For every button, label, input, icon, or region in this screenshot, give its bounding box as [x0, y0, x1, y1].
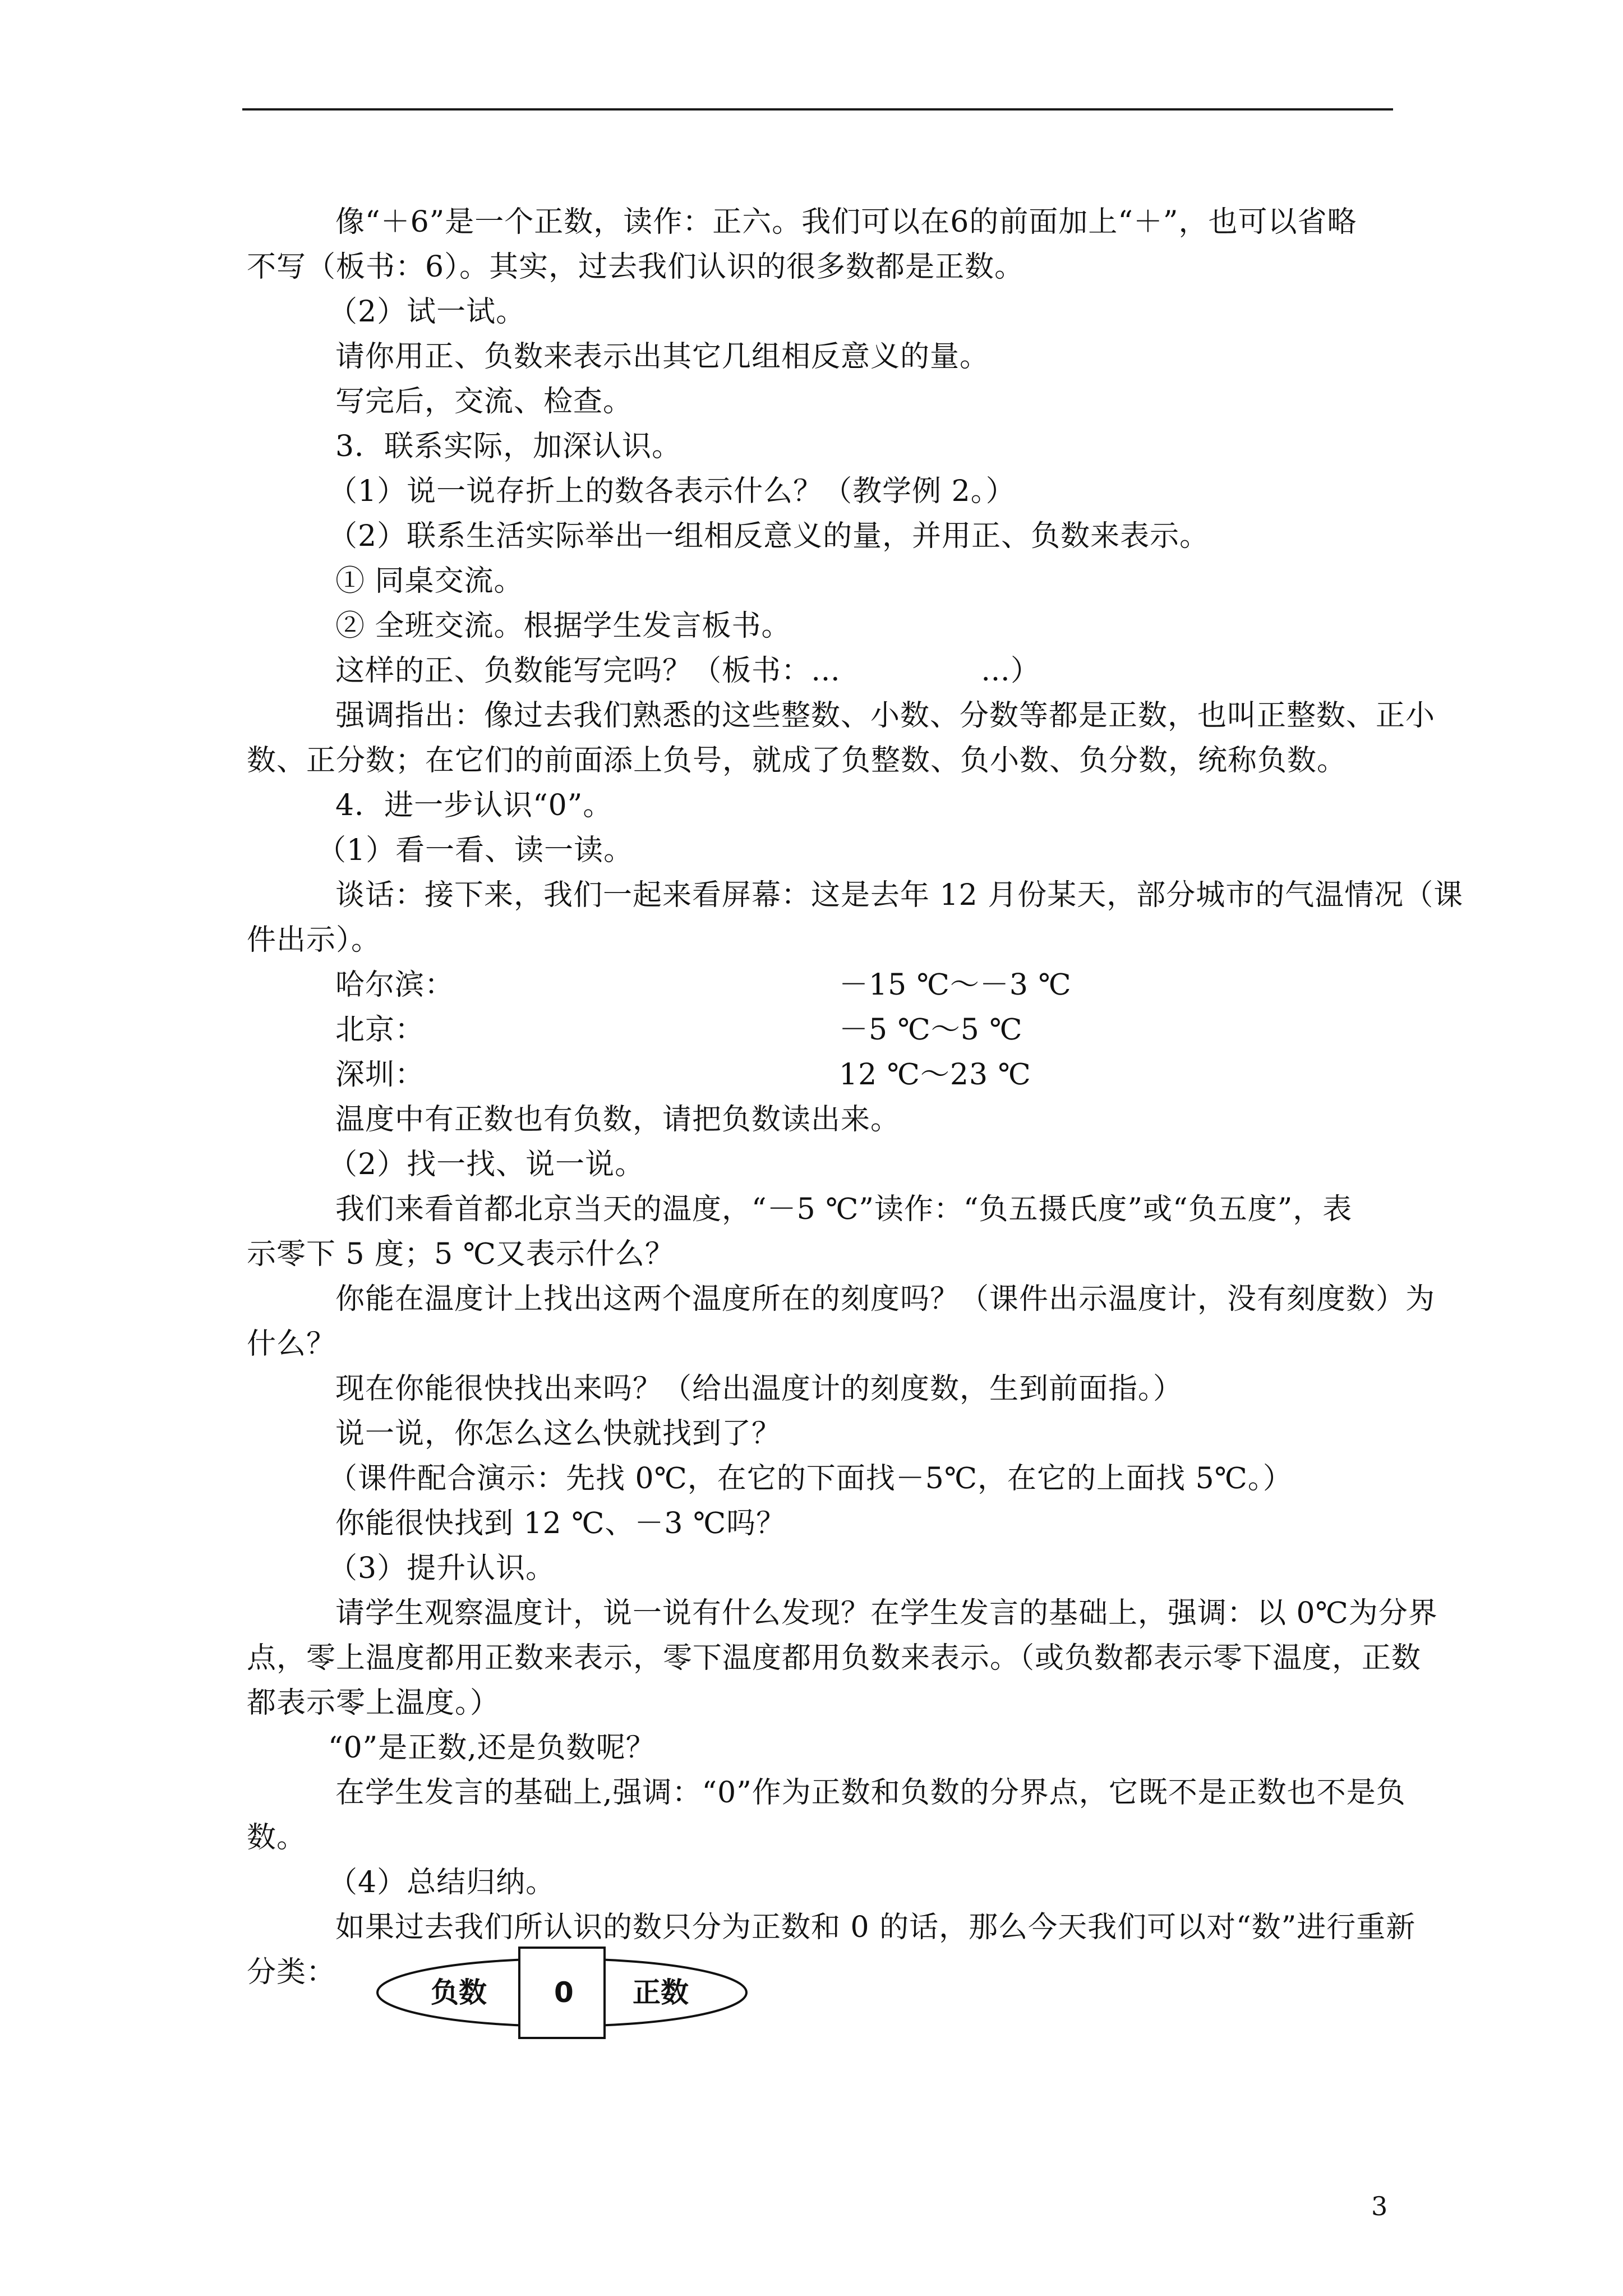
city-name: 哈尔滨： [335, 968, 455, 1002]
paragraph-line: 你能很快找到 12 ℃、－3 ℃吗？ [335, 1507, 786, 1540]
paragraph-line: （2）联系生活实际举出一组相反意义的量，并用正、负数来表示。 [328, 519, 1210, 553]
page-number: 3 [1371, 2191, 1388, 2221]
paragraph-line: 件出示）。 [247, 923, 381, 957]
diagram-zero-label: 0 [554, 1976, 574, 2009]
temperature-range: －5 ℃～5 ℃ [839, 1013, 1023, 1047]
paragraph-line: 分类： [247, 1955, 336, 1989]
paragraph-line: 在学生发言的基础上,强调：“0”作为正数和负数的分界点，它既不是正数也不是负 [335, 1776, 1406, 1810]
temperature-row [335, 968, 1072, 1002]
header-rule [242, 108, 1393, 111]
board-question-ellipsis: …） [981, 654, 1041, 688]
temperature-range: 12 ℃～23 ℃ [839, 1058, 1031, 1092]
paragraph-line: （1）说一说存折上的数各表示什么？（教学例 2。） [328, 475, 1016, 508]
board-question-text: 这样的正、负数能写完吗？（板书：… [335, 654, 841, 688]
paragraph-line: 你能在温度计上找出这两个温度所在的刻度吗？（课件出示温度计，没有刻度数）为 [335, 1282, 1436, 1316]
paragraph-line: 不写（板书：6）。其实，过去我们认识的很多数都是正数。 [247, 250, 1025, 284]
diagram-positive-label: 正数 [633, 1976, 689, 2009]
paragraph-line: 4．进一步认识“0”。 [335, 789, 613, 822]
diagram-negative-label: 负数 [431, 1976, 487, 2009]
paragraph-line: 数、正分数；在它们的前面添上负号，就成了负整数、负小数、负分数，统称负数。 [247, 744, 1347, 777]
paragraph-line: 数。 [247, 1821, 307, 1855]
paragraph-line: 请学生观察温度计，说一说有什么发现？在学生发言的基础上，强调：以 0℃为分界 [335, 1596, 1438, 1630]
paragraph-line: 我们来看首都北京当天的温度，“－5 ℃”读作：“负五摄氏度”或“负五度”，表 [335, 1193, 1353, 1226]
paragraph-line: ① 同桌交流。 [335, 564, 524, 598]
paragraph-line: 请你用正、负数来表示出其它几组相反意义的量。 [335, 340, 990, 374]
paragraph-line: 都表示零上温度。） [247, 1686, 500, 1720]
paragraph-line: “0”是正数,还是负数呢？ [328, 1731, 656, 1765]
paragraph-line: 如果过去我们所认识的数只分为正数和 0 的话，那么今天我们可以对“数”进行重新 [335, 1911, 1416, 1944]
paragraph-line: 点，零上温度都用正数来表示，零下温度都用负数来表示。（或负数都表示零下温度，正数 [247, 1641, 1422, 1675]
temperature-range: －15 ℃～－3 ℃ [839, 968, 1072, 1002]
paragraph-line: （2）找一找、说一说。 [328, 1148, 645, 1181]
temperature-row [335, 1013, 1023, 1047]
city-name: 北京： [335, 1013, 425, 1047]
number-classification-diagram [375, 1947, 749, 2039]
paragraph-line: （1）看一看、读一读。 [317, 834, 634, 867]
temperature-row [335, 1058, 1031, 1092]
paragraph-line: （4）总结归纳。 [328, 1866, 556, 1899]
paragraph-line: 强调指出：像过去我们熟悉的这些整数、小数、分数等都是正数，也叫正整数、正小 [335, 699, 1436, 733]
paragraph-line: 示零下 5 度；5 ℃又表示什么？ [247, 1237, 675, 1271]
board-question [335, 654, 1040, 688]
paragraph-line: （2）试一试。 [328, 295, 526, 329]
paragraph-line: （3）提升认识。 [328, 1552, 556, 1585]
paragraph-line: 谈话：接下来，我们一起来看屏幕：这是去年 12 月份某天，部分城市的气温情况（课 [335, 878, 1464, 912]
paragraph-line: 像“＋6”是一个正数，读作：正六。我们可以在6的前面加上“＋”，也可以省略 [335, 205, 1357, 239]
paragraph-line: 说一说，你怎么这么快就找到了？ [335, 1417, 782, 1451]
paragraph-line: ② 全班交流。根据学生发言板书。 [335, 609, 791, 643]
paragraph-line: （课件配合演示：先找 0℃，在它的下面找－5℃，在它的上面找 5℃。） [328, 1462, 1293, 1496]
paragraph-line: 什么？ [247, 1327, 336, 1361]
paragraph-line: 写完后，交流、检查。 [335, 385, 633, 418]
city-name: 深圳： [335, 1058, 425, 1092]
paragraph-line: 现在你能很快找出来吗？（给出温度计的刻度数，生到前面指。） [335, 1372, 1183, 1406]
paragraph-line: 3．联系实际，加深认识。 [335, 430, 682, 463]
paragraph-line: 温度中有正数也有负数，请把负数读出来。 [335, 1103, 901, 1137]
